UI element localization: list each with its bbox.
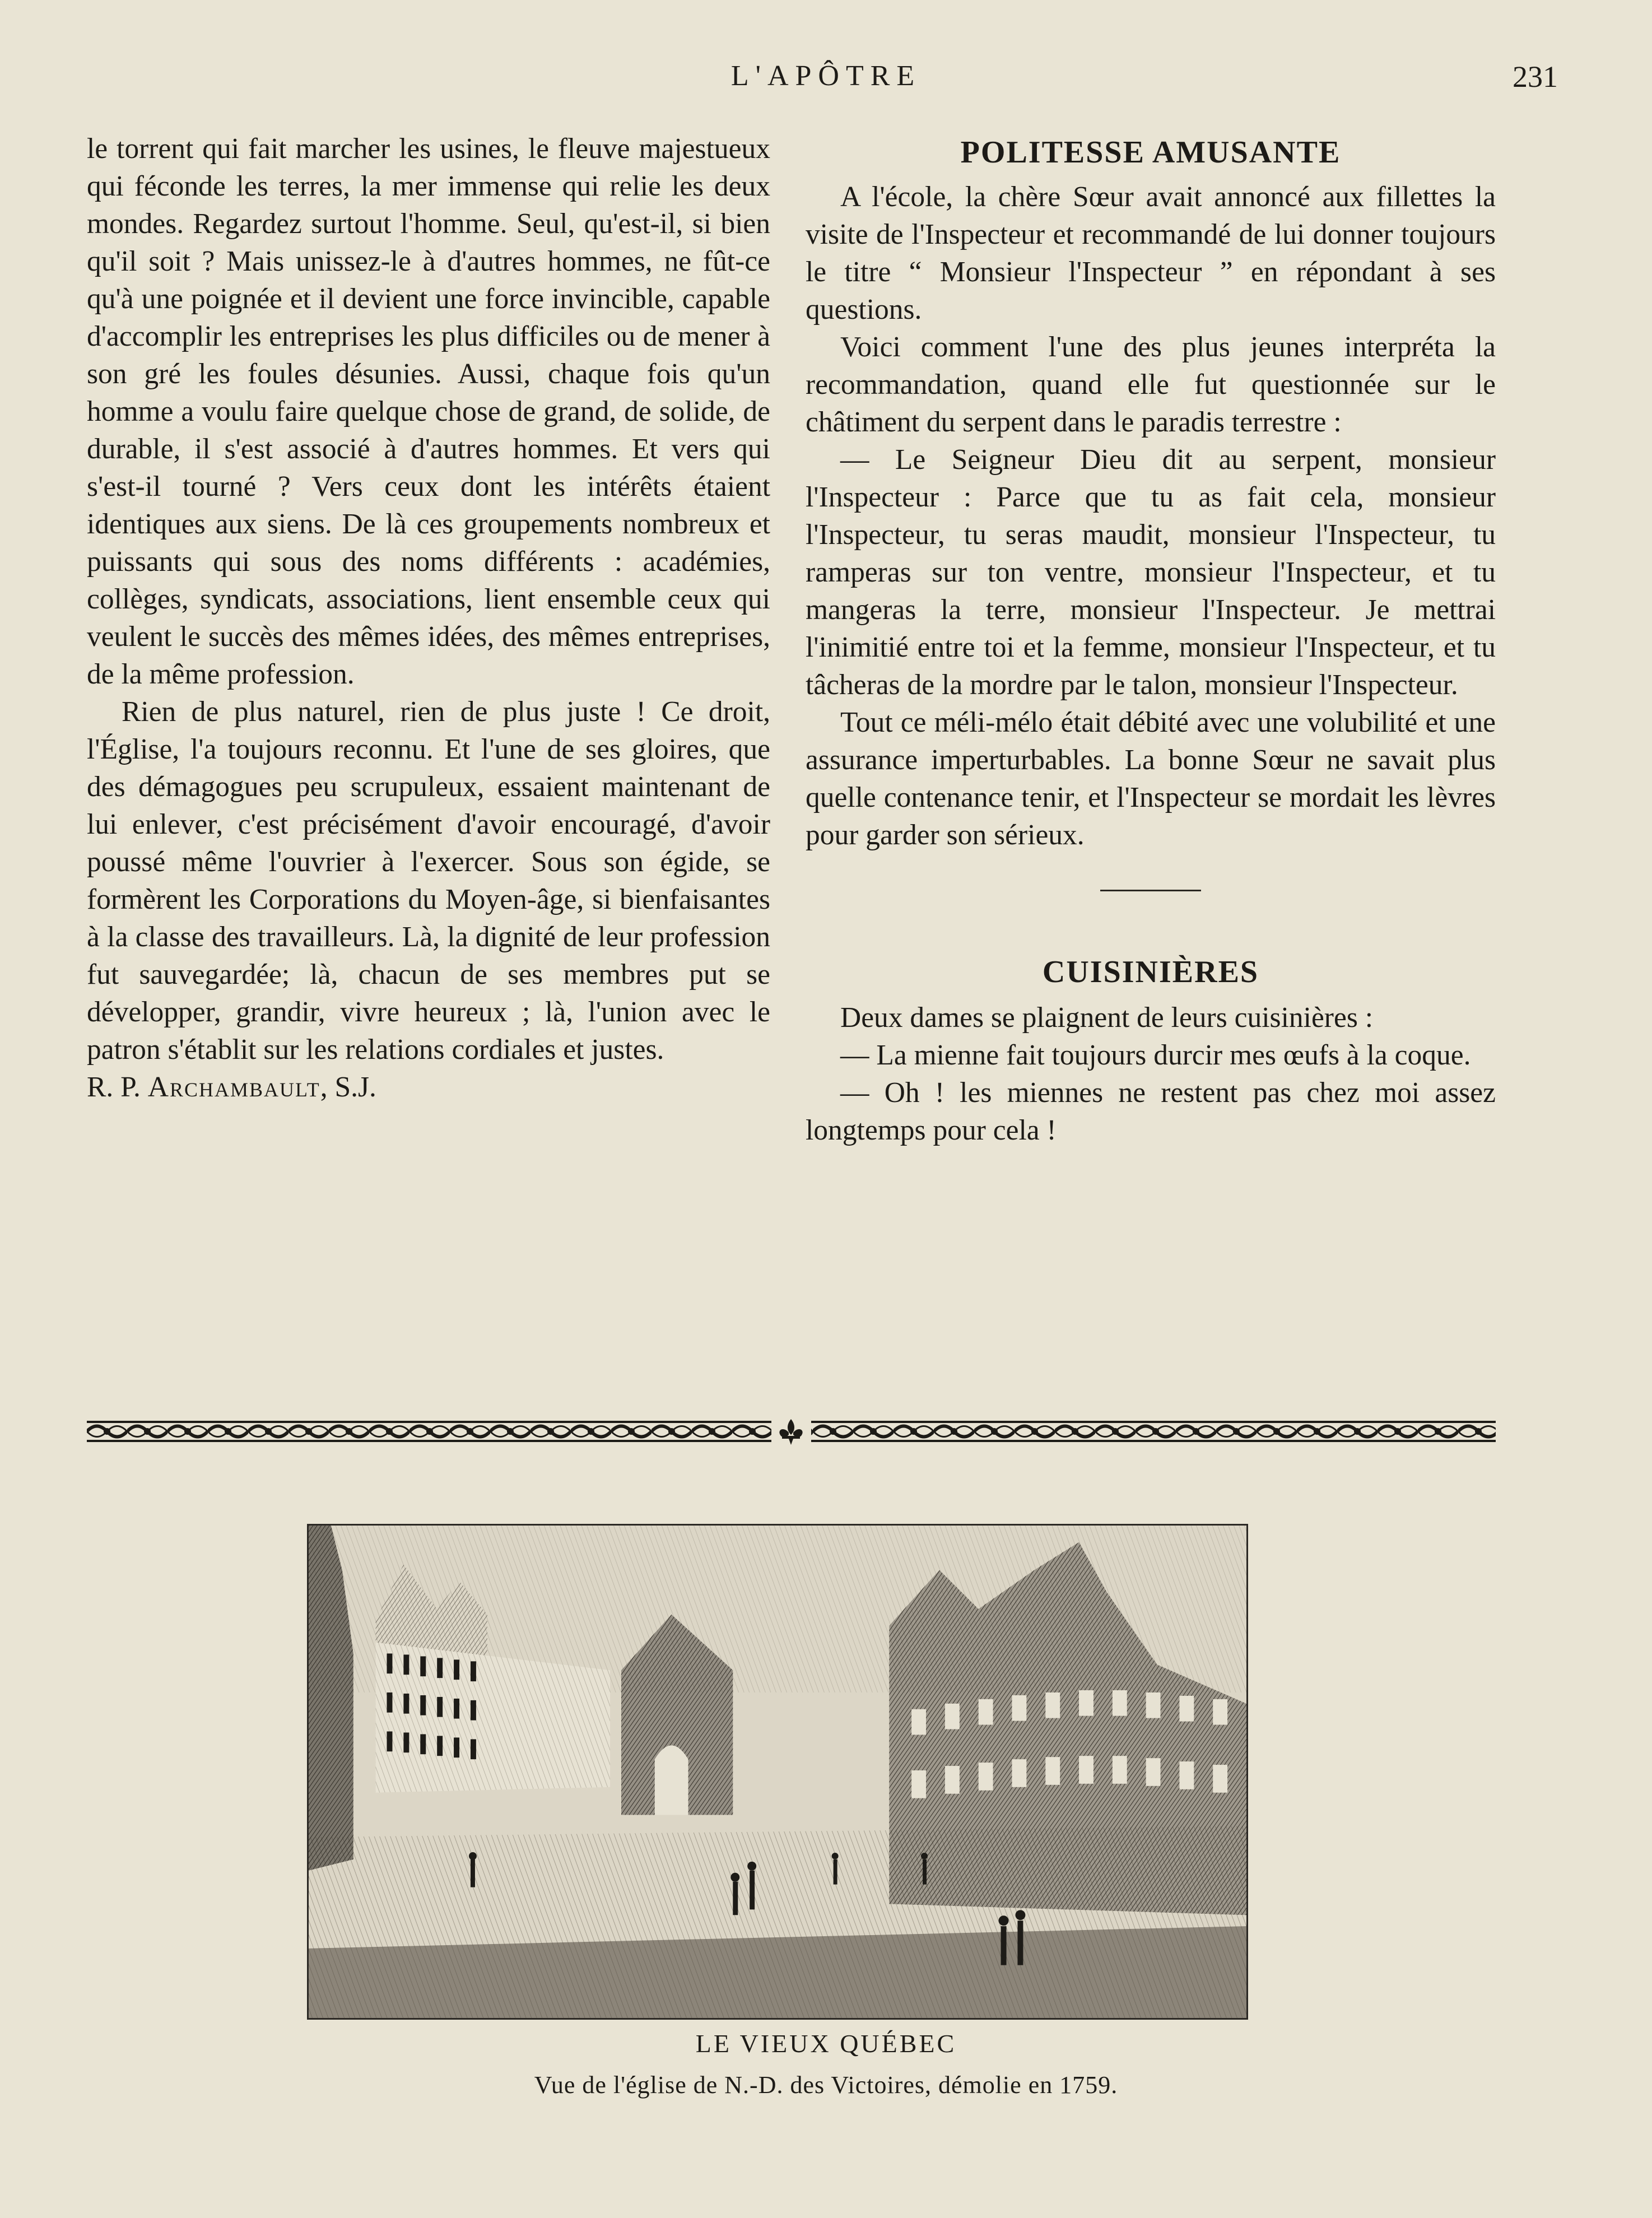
figure-caption-title: LE VIEUX QUÉBEC	[695, 2029, 957, 2058]
page-number: 231	[1513, 60, 1558, 94]
left-column	[87, 130, 770, 1106]
section-title-cuisinieres: CUISINIÈRES	[1042, 955, 1259, 989]
figure-caption-subtitle: Vue de l'église de N.-D. des Victoires, démolie en 1759.	[534, 2071, 1118, 2099]
fleur-de-lis-icon	[779, 1419, 802, 1445]
running-head	[84, 56, 1568, 101]
cuisinieres-paragraph-3: — Oh ! les miennes ne restent pas chez moi assez longtemps pour cela !	[806, 1077, 1496, 1146]
old-quebec-engraving	[307, 1524, 1248, 2020]
politesse-paragraph-1: A l'école, la chère Sœur avait annoncé aux fillettes la visite de l'Inspecteur et recommandé de lui donner toujours le titre “ Monsieur l'Inspecteur ” en répondant à ses questions.	[806, 181, 1496, 326]
politesse-paragraph-4: Tout ce méli-mélo était débité avec une volubilité et une assurance imperturbables. La bonne Sœur ne savait plus quelle contenance tenir, et l'Inspecteur se mordait les lèvres pour garder son sérieux.	[806, 706, 1496, 851]
politesse-paragraph-2: Voici comment l'une des plus jeunes interpréta la recommandation, quand elle fut questionnée sur le châtiment du serpent dans le paradis terrestre :	[806, 331, 1496, 438]
politesse-paragraph-3: — Le Seigneur Dieu dit au serpent, monsieur l'Inspecteur : Parce que tu as fait cela, monsieur l'Inspecteur, tu seras maudit, monsieur l'Inspecteur, tu ramperas sur ton ventre, monsieur l'Inspecteur, et tu mangeras la terre, monsieur l'Inspecteur. Je mettrai l'inimitié entre toi et la femme, monsieur l'Inspecteur, et tu tâcheras de la mordre par le talon, monsieur l'Inspecteur.	[806, 444, 1496, 701]
decorative-border-icon	[87, 1417, 1496, 1445]
signature-prefix: R. P.	[87, 1071, 148, 1103]
engraving-icon	[309, 1526, 1246, 2018]
right-column	[806, 130, 1496, 1149]
article-paragraph-2: Rien de plus naturel, rien de plus juste ! Ce droit, l'Église, l'a toujours reconnu. Et l'une de ses gloires, que des démagogues peu scrupuleux, essaient maintenant de lui enlever, c'est précisément d'avoir encouragé, d'avoir poussé même l'ouvrier à l'exercer. Sous son égide, se formèrent les Corporations du Moyen-âge, si bienfaisantes à la classe des travailleurs. Là, la dignité de leur profession fut sauvegardée; là, chacun de ses membres put se développer, grandir, vivre heureux ; là, l'union avec le patron s'établit sur les relations cordiales et justes.	[87, 696, 770, 1066]
cuisinieres-paragraph-2: — La mienne fait toujours durcir mes œufs à la coque.	[840, 1039, 1471, 1071]
running-title: L'APÔTRE	[730, 60, 922, 92]
author-signature	[87, 1068, 770, 1106]
section-title-politesse: POLITESSE AMUSANTE	[960, 135, 1341, 170]
cuisinieres-paragraph-1: Deux dames se plaignent de leurs cuisinières :	[840, 1002, 1374, 1034]
section-divider	[1100, 890, 1201, 891]
signature-name: Archambault	[147, 1071, 320, 1103]
signature-suffix: , S.J.	[320, 1071, 376, 1103]
article-paragraph-1: le torrent qui fait marcher les usines, le fleuve majestueux qui féconde les terres, la mer immense qui relie les deux mondes. Regardez surtout l'homme. Seul, qu'est-il, si bien qu'il soit ? Mais unissez-le à d'autres hommes, ne fût-ce qu'à une poignée et il devient une force invincible, capable d'accomplir les entreprises les plus difficiles ou de mener à son gré les foules désunies. Aussi, chaque fois qu'un homme a voulu faire quelque chose de grand, de solide, de durable, il s'est associé à d'autres hommes. Et vers qui s'est-il tourné ? Vers ceux dont les intérêts étaient identiques aux siens. De là ces groupements nombreux et puissants qui sous des noms différents : académies, collèges, syndicats, associations, lient ensemble ceux qui veulent le succès des mêmes idées, des mêmes entreprises, de la même profession.	[87, 133, 770, 690]
